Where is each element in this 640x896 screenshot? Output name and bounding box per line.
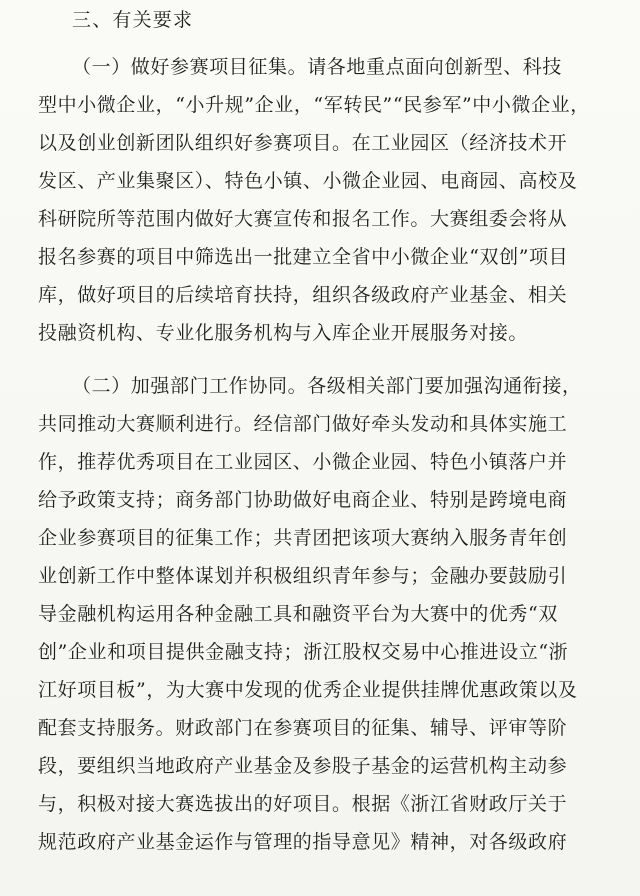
paragraph-2-line-1: （二）加强部门工作协同。各级相关部门要加强沟通衔接， (72, 375, 582, 397)
paragraph-2-line-7: 导金融机构运用各种金融工具和融资平台为大赛中的优秀“双 (38, 603, 558, 625)
paragraph-1-line-2: 型中小微企业，“小升规”企业，“军转民”“民参军”中小微企业， (38, 94, 590, 116)
paragraph-2-line-6: 业创新工作中整体谋划并积极组织青年参与；金融办要鼓励引 (38, 565, 568, 587)
section-heading: 三、有关要求 (72, 9, 194, 31)
paragraph-2-line-2: 共同推动大赛顺利进行。经信部门做好牵头发动和具体实施工 (38, 413, 568, 435)
paragraph-2-line-3: 作，推荐优秀项目在工业园区、小微企业园、特色小镇落户并 (38, 451, 568, 473)
paragraph-1-line-6: 报名参赛的项目中筛选出一批建立全省中小微企业“双创”项目 (38, 246, 569, 268)
paragraph-2-line-9: 江好项目板”，为大赛中发现的优秀企业提供挂牌优惠政策以及 (38, 679, 578, 701)
paragraph-2-line-10: 配套支持服务。财政部门在参赛项目的征集、辅导、评审等阶 (38, 717, 568, 739)
paragraph-1-line-3: 以及创业创新团队组织好参赛项目。在工业园区（经济技术开 (38, 132, 568, 154)
paragraph-1-line-5: 科研院所等范围内做好大赛宣传和报名工作。大赛组委会将从 (38, 208, 568, 230)
paragraph-2-line-5: 企业参赛项目的征集工作；共青团把该项大赛纳入服务青年创 (38, 527, 568, 549)
paragraph-2-line-11: 段，要组织当地政府产业基金及参股子基金的运营机构主动参 (38, 755, 568, 777)
paragraph-1-line-8: 投融资机构、专业化服务机构与入库企业开展服务对接。 (38, 322, 529, 344)
paragraph-2-line-8: 创”企业和项目提供金融支持；浙江股权交易中心推进设立“浙 (38, 641, 569, 663)
paragraph-2-line-4: 给予政策支持；商务部门协助做好电商企业、特别是跨境电商 (38, 489, 568, 511)
paragraph-1-line-7: 库，做好项目的后续培育扶持，组织各级政府产业基金、相关 (38, 284, 568, 306)
paragraph-2-line-13: 规范政府产业基金运作与管理的指导意见》精神，对各级政府 (38, 831, 568, 853)
paragraph-1-line-1: （一）做好参赛项目征集。请各地重点面向创新型、科技 (72, 56, 563, 78)
paragraph-2-line-12: 与，积极对接大赛选拔出的好项目。根据《浙江省财政厅关于 (38, 793, 568, 815)
paragraph-1-line-4: 发区、产业集聚区）、特色小镇、小微企业园、电商园、高校及 (38, 170, 578, 192)
